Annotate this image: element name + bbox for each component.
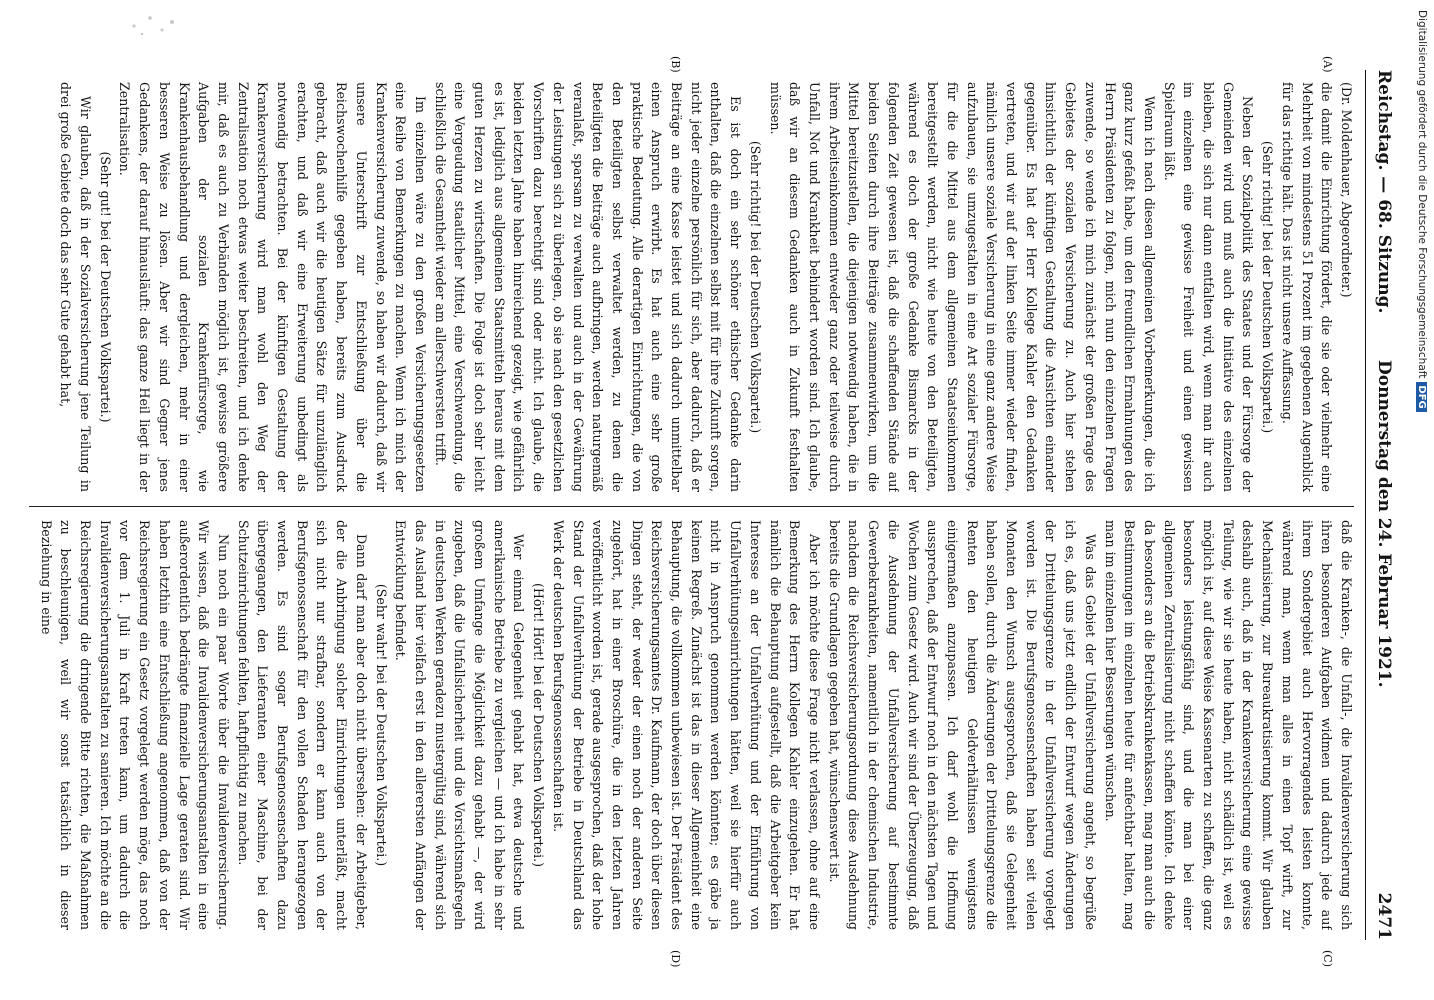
digitization-credit [1412,10,1430,990]
paragraph: Neben der Sozialpolitik des Staates und der Fürsorge der Gemeinden wird und muß auch die Initiative des einzelnen bleiben, die sich nur dann entfalten wird, wenn man ihr auch im einzelnen eine gewisse Freiheit und einen gewissen Spielraum läßt. [1161,82,1256,492]
margin-mark-b: (B) [669,56,682,73]
paragraph: Was das Gebiet der Unfallversicherung angeht, so begrüße ich es, daß uns jetzt endlich der Entwurf wegen Änderungen der Drittelungsgrenze in der Unfallversicherung vorgelegt worden ist. Die Berufsgenossenschaften haben seit vielen Monaten den Wunsch ausgesprochen, daß sie Gelegenheit haben sollen, durch die Änderungen der Drittelungsgrenze die Renten den heutigen Geldverhältnissen wenigstens einigermaßen anzupassen. Ich darf wohl die Hoffnung aussprechen, daß der Entwurf noch in den nächsten Tagen und Wochen zum Gesetz wird. Auch wir sind der Überzeugung, daß die Ausdehnung der Unfallversicherung auf bestimmte Gewerbekrankheiten, namentlich in der chemischen Industrie, nachdem die Reichsversicherungsordnung diese Ausdehnung bereits die Grundlagen gegeben hat, wünschenswert ist. [826,520,1098,930]
interjection: (Sehr richtig! bei der Deutschen Volkspartei.) [747,140,763,434]
page-number: 2471 [1374,892,1394,940]
left-column [26,82,1356,492]
paragraph: die damit die Einrichtung fördert, die sie oder vielmehr eine Mehrheit von mindestens 51 Prozent im gegebenen Augenblick für das richtige hält. Das ist nicht unsere Auffassung. [1279,82,1335,492]
paragraph: Nun noch ein paar Worte über die Invalidenversicherung. Wir wissen, daß die Invalidenversicherungsanstalten in eine außerordentlich bedrängte finanzielle Lage geraten sind. Wir haben letzthin eine Entschließung angenommen, daß von der Reichsregierung ein Gesetz vorgelegt werden möge, das noch vor dem 1. Juli in Kraft treten kann, um dadurch die Invalidenversicherungsanstalten zu sanieren. Ich möchte an die Reichsregierung die dringende Bitte richten, die Maßnahmen zu beschleunigen, weil wir sonst tatsächlich in dieser Beziehung in eine [38,520,231,930]
interjection: (Sehr gut! bei der Deutschen Volkspartei.) [97,151,113,423]
column-divider [29,506,1354,507]
header-date: Donnerstag den 24. Februar 1921. [1374,360,1394,688]
paragraph: Es ist doch ein sehr schöner ethischer Gedanke darin enthalten, daß die einzelnen selbst mit für ihre Zukunft sorgen, nicht jeder einzelne persönlich für sich, aber dadurch, daß er Beiträge an eine Kasse leistet und sich dadurch unmittelbar einen Anspruch erwirbt. Es hat auch eine sehr große praktische Bedeutung. Alle derartigen Einrichtungen, die von den Beteiligten selbst verwaltet werden, zu denen die Beteiligten die Beiträge auch aufbringen, werden naturgemäß veranlaßt, sparsam zu verwalten und auch in der Gewährung der Leistungen sich zu überlegen, ob sie nach den gesetzlichen Vorschriften dazu berechtigt sind oder nicht. Ich glaube, die beiden letzten Jahre haben hinreichend gezeigt, wie gefährlich es ist, lediglich aus allgemeinen Staatsmitteln heraus mit dem guten Herzen zu wirtschaften. Die Folge ist doch sehr leicht eine Vergeudung staatlicher Mittel, eine Verschwendung, die schließlich die Gesamtheit wieder am allerschwersten trifft. [432,82,744,492]
margin-mark-a: (A) [1321,56,1334,73]
paragraph: Wenn ich nach diesen allgemeinen Vorbemerkungen, die ich ganz kurz gefaßt habe, um den freundlichen Ermahnungen des Herrn Präsidenten zu folgen, mich nun den einzelnen Fragen zuwende, so wende ich mich zunächst der großen Frage des Gebietes der sozialen Versicherung zu. Auch hier stehen hinsichtlich der künftigen Gestaltung die Ansichten einander gegenüber. Es hat der Herr Kollege Kahler den Gedanken vertreten, und wir auf der linken Seite immer wieder finden, nämlich unsere soziale Versicherung in eine ganz andere Weise aufzubauen, sie umzugestalten in eine Art sozialer Fürsorge, für die die Mittel aus dem allgemeinen Staatseinkommen bereitgestellt werden, nicht wie heute von den Beteiligten, während es doch der große Gedanke Bismarcks in der folgenden Zeit gewesen ist, daß die schaffenden Stände auf beiden Seiten durch ihre Beiträge zusammenwirken, um die Mittel bereitzustellen, die diejenigen notwendig haben, die in ihrem Arbeitseinkommen entweder ganz oder teilweise durch Unfall, Not und Krankheit behindert worden sind. Ich glaube, daß wir an diesem Gedanken auch in Zukunft festhalten müssen. [767,82,1157,492]
page-header [1365,70,1396,940]
paragraph: Wer einmal Gelegenheit gehabt hat, etwa deutsche und amerikanische Betriebe zu vergleichen — und ich habe in sehr großem Umfange die Möglichkeit dazu gehabt —, der wird zugeben, daß die Unfallsicherheit und die Vorsichtsmaßregeln in deutschen Werken geradezu mustergültig sind, während sich das Ausland hier vielfach erst in den allerersten Anfängen der Entwicklung befindet. [393,520,527,930]
interjection: (Sehr richtig! bei der Deutschen Volkspartei.) [1260,140,1276,434]
paragraph: Dann darf man aber doch nicht übersehen: der Arbeitgeber, der die Anbringung solcher Einrichtungen unterläßt, macht sich nicht nur strafbar, sondern er kann auch von der Berufsgenossenschaft für den vollen Schaden herangezogen werden. Es sind sogar Berufsgenossenschaften dazu übergegangen, den Lieferanten einer Maschine, bei der Schutzeinrichtungen fehlten, haftpflichtig zu machen. [235,520,369,930]
paragraph: Wir glauben, daß in der Sozialversicherung jene Teilung in drei große Gebiete doch das sehr Gute gehabt hat, [58,82,93,492]
header-session: Reichstag. — 68. Sitzung. [1374,70,1394,314]
paragraph: Aber ich möchte diese Frage nicht verlassen, ohne auf eine Bemerkung des Herrn Kollegen Kahler einzugehen. Er hat nämlich die Behauptung aufgestellt, daß die Arbeitgeber kein Interesse an der Unfallverhütung und der Einführung von Unfallverhütungseinrichtungen hätten, weil sie hierfür auch nicht in Anspruch genommen werden könnten; es gäbe ja keinen Regreß. Zunächst ist das in dieser Allgemeinheit eine Behauptung, die vollkommen unbewiesen ist. Der Präsident des Reichsversicherungsamtes Dr. Kaufmann, der doch über diesen Dingen steht, der weder der einen noch der anderen Seite zugehört, hat in einer Broschüre, die in den letzten Jahren veröffentlicht worden ist, gerade ausgesprochen, daß der hohe Stand der Unfallverhütung der Betriebe in Deutschland das Werk der deutschen Berufsgenossenschaften ist. [550,520,823,930]
interjection: (Sehr wahr! bei der Deutschen Volkspartei.) [373,583,389,867]
digitization-note: Digitalisierung gefördert durch die Deutsche Forschungsgemeinschaft [1416,10,1428,379]
interjection: (Hört! Hört! bei der Deutschen Volkspartei.) [531,582,547,868]
dfg-logo: DFG [1416,382,1427,411]
paragraph: (Dr. Moldenhauer, Abgeordneter.) [1339,82,1354,298]
paragraph: daß die Kranken-, die Unfall-, die Invalidenversicherung sich ihren besonderen Aufgaben widmen und dadurch jede auf ihrem Sondergebiet auch Hervorragendes leisten konnte, während man, wenn man alles in einen Topf wirft, zur Mechanisierung, zur Bureaukratisierung kommt. Wir glauben deshalb auch, daß in der Krankenversicherung eine gewisse Teilung, wie wir sie heute haben, nicht schädlich ist, weil es möglich ist, auf diese Weise Kassenarten zu schaffen, die ganz besonders leistungsfähig sind, und die man bei einer allgemeinen Zentralisierung nicht schaffen könnte. Ich denke da besonders an die Betriebskrankenkassen, mag man auch die Bestimmungen im einzelnen heute für anfechtbar halten, mag man im einzelnen hier Besserungen wünschen. [1102,520,1354,930]
library-stamp-mark [122,8,192,48]
margin-mark-c: (C) [1321,950,1334,967]
paragraph: Im einzelnen wäre zu den großen Versicherungsgesetzen eine Reihe von Bemerkungen zu machen. Wenn ich mich der Krankenversicherung zuwende, so haben wir dadurch, daß wir unsere Unterschrift zur Entschließung über die Reichswochenhilfe gegeben haben, bereits zum Ausdruck gebracht, daß auch wir die heutigen Sätze für unzulänglich erachten, und daß wir eine Erweiterung unbedingt als notwendig betrachten. Bei der künftigen Gestaltung der Krankenversicherung wird man wohl den Weg der Zentralisation noch etwas weiter beschreiten, und ich denke mir, daß es auch zu Verbänden möglich ist, gewisse größere Aufgaben der sozialen Krankenfürsorge, wie Krankenhausbehandlung und dergleichen, mehr in einer besseren Weise zu lösen. Aber wir sind Gegner jenes Gedankens, der darauf hinausläuft: das ganze Heil liegt in der Zentralisation. [117,82,428,492]
margin-mark-d: (D) [669,950,682,968]
right-column [26,520,1356,930]
